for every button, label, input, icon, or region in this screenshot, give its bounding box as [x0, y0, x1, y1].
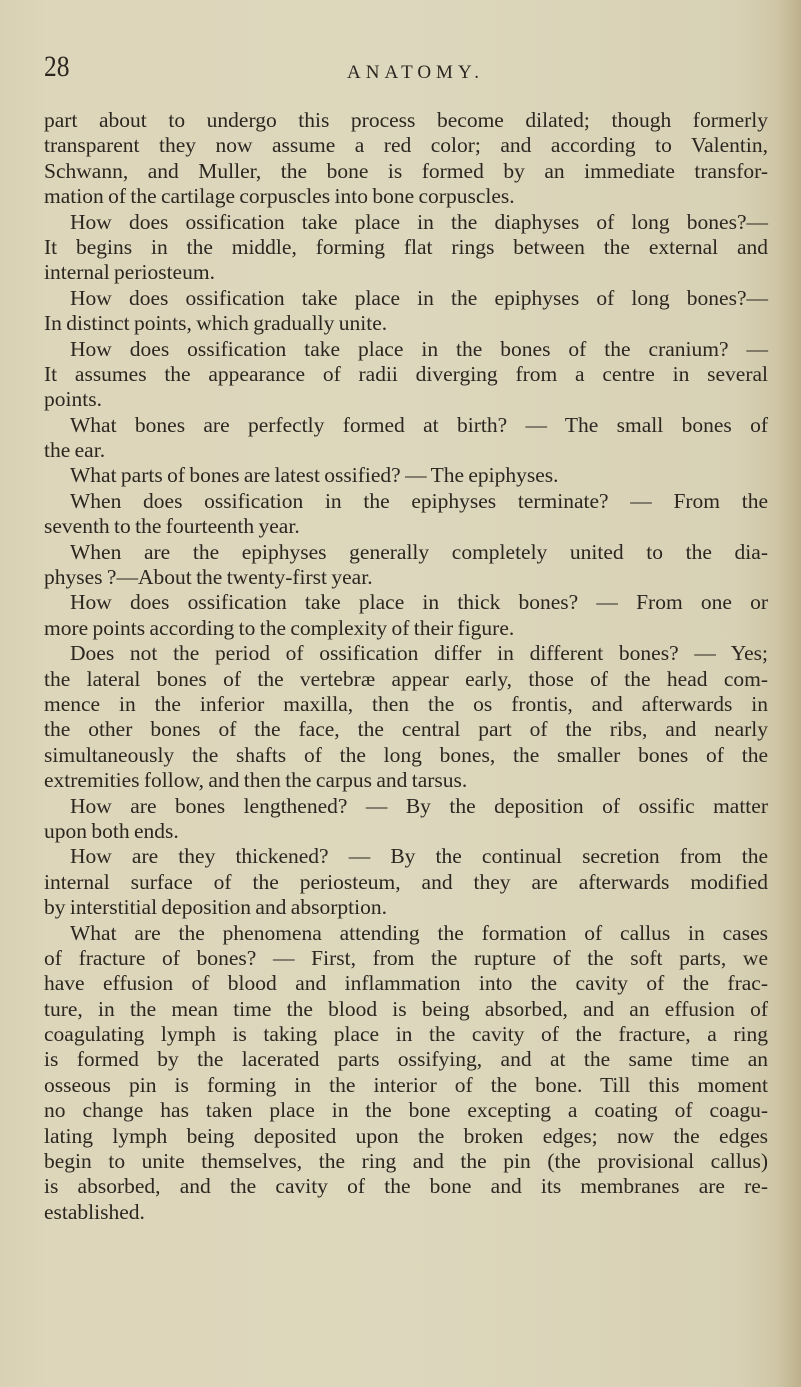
text-line: have effusion of blood and inflammation into the cavity of the frac- — [44, 971, 768, 996]
paragraph — [44, 286, 768, 337]
text-line: seventh to the fourteenth year. — [44, 514, 300, 539]
text-line: How does ossification take place in the bones of the cranium? — — [70, 336, 768, 361]
text-line: the lateral bones of the vertebræ appear early, those of the head com- — [44, 666, 768, 691]
text-line: part about to undergo this process become dilated; though formerly — [44, 108, 768, 132]
text-line: How does ossification take place in thick bones? — From one or — [70, 590, 768, 615]
text-line: transparent they now assume a red color; and according to Valentin, — [44, 133, 768, 158]
text-line: more points according to the complexity of their figure. — [44, 615, 515, 640]
text-line: How are they thickened? — By the continual secretion from the — [70, 844, 768, 869]
text-line: by interstitial deposition and absorption. — [44, 895, 387, 920]
text-line: internal surface of the periosteum, and they are afterwards modified — [44, 869, 768, 894]
paragraph — [44, 844, 768, 920]
text-line: extremities follow, and then the carpus and tarsus. — [44, 768, 468, 793]
text-line: established. — [44, 1199, 145, 1224]
text-line: mence in the inferior maxilla, then the os frontis, and afterwards in — [44, 691, 768, 716]
text-line: How does ossification take place in the diaphyses of long bones?— — [70, 209, 768, 234]
paragraph — [44, 108, 768, 210]
paragraph — [44, 641, 768, 793]
text-line: When does ossification in the epiphyses terminate? — From the — [70, 488, 768, 513]
paragraph — [44, 210, 768, 286]
paragraph — [44, 921, 768, 1226]
text-line: lating lymph being deposited upon the broken edges; now the edges — [44, 1123, 768, 1148]
text-line: When are the epiphyses generally completely united to the dia- — [70, 539, 768, 564]
text-line: physes ?—About the twenty-first year. — [44, 565, 373, 590]
running-title: ANATOMY. — [347, 62, 484, 83]
page-body — [44, 108, 768, 1225]
text-line: upon both ends. — [44, 818, 179, 843]
text-line: ture, in the mean time the blood is being absorbed, and an effusion of — [44, 996, 768, 1021]
text-line: of fracture of bones? — First, from the rupture of the soft parts, we — [44, 945, 768, 970]
text-line: It assumes the appearance of radii diverging from a centre in several — [44, 361, 768, 386]
text-line: What parts of bones are latest ossified? — The epiphyses. — [70, 463, 559, 488]
paragraph — [44, 489, 768, 540]
text-line: coagulating lymph is taking place in the cavity of the fracture, a ring — [44, 1022, 768, 1047]
text-line: is formed by the lacerated parts ossifying, and at the same time an — [44, 1047, 768, 1072]
text-line: simultaneously the shafts of the long bones, the smaller bones of the — [44, 742, 768, 767]
text-line: Does not the period of ossification differ in different bones? — Yes; — [70, 641, 768, 666]
paragraph — [44, 337, 768, 413]
paragraph — [44, 413, 768, 464]
text-line: What are the phenomena attending the formation of callus in cases — [70, 920, 768, 945]
page-number: 28 — [44, 50, 70, 83]
text-line: internal periosteum. — [44, 260, 215, 285]
paragraph — [44, 794, 768, 845]
text-line: the other bones of the face, the central part of the ribs, and nearly — [44, 717, 768, 742]
paragraph — [44, 540, 768, 591]
text-line: How are bones lengthened? — By the deposition of ossific matter — [70, 793, 768, 818]
text-line: mation of the cartilage corpuscles into bone corpuscles. — [44, 184, 515, 209]
text-line: How does ossification take place in the epiphyses of long bones?— — [70, 285, 768, 310]
text-line: It begins in the middle, forming flat rings between the external and — [44, 234, 768, 259]
text-line: What bones are perfectly formed at birth? — The small bones of — [70, 412, 768, 437]
text-line: Schwann, and Muller, the bone is formed by an immediate transfor- — [44, 158, 768, 183]
text-line: points. — [44, 387, 102, 412]
text-line: In distinct points, which gradually unite. — [44, 311, 388, 336]
paragraph — [44, 590, 768, 641]
text-line: is absorbed, and the cavity of the bone and its membranes are re- — [44, 1174, 768, 1199]
text-line: no change has taken place in the bone excepting a coating of coagu- — [44, 1098, 768, 1123]
text-line: the ear. — [44, 438, 106, 463]
text-line: begin to unite themselves, the ring and the pin (the provisional callus) — [44, 1149, 768, 1174]
paragraph — [44, 463, 768, 488]
text-line: osseous pin is forming in the interior of the bone. Till this moment — [44, 1072, 768, 1097]
